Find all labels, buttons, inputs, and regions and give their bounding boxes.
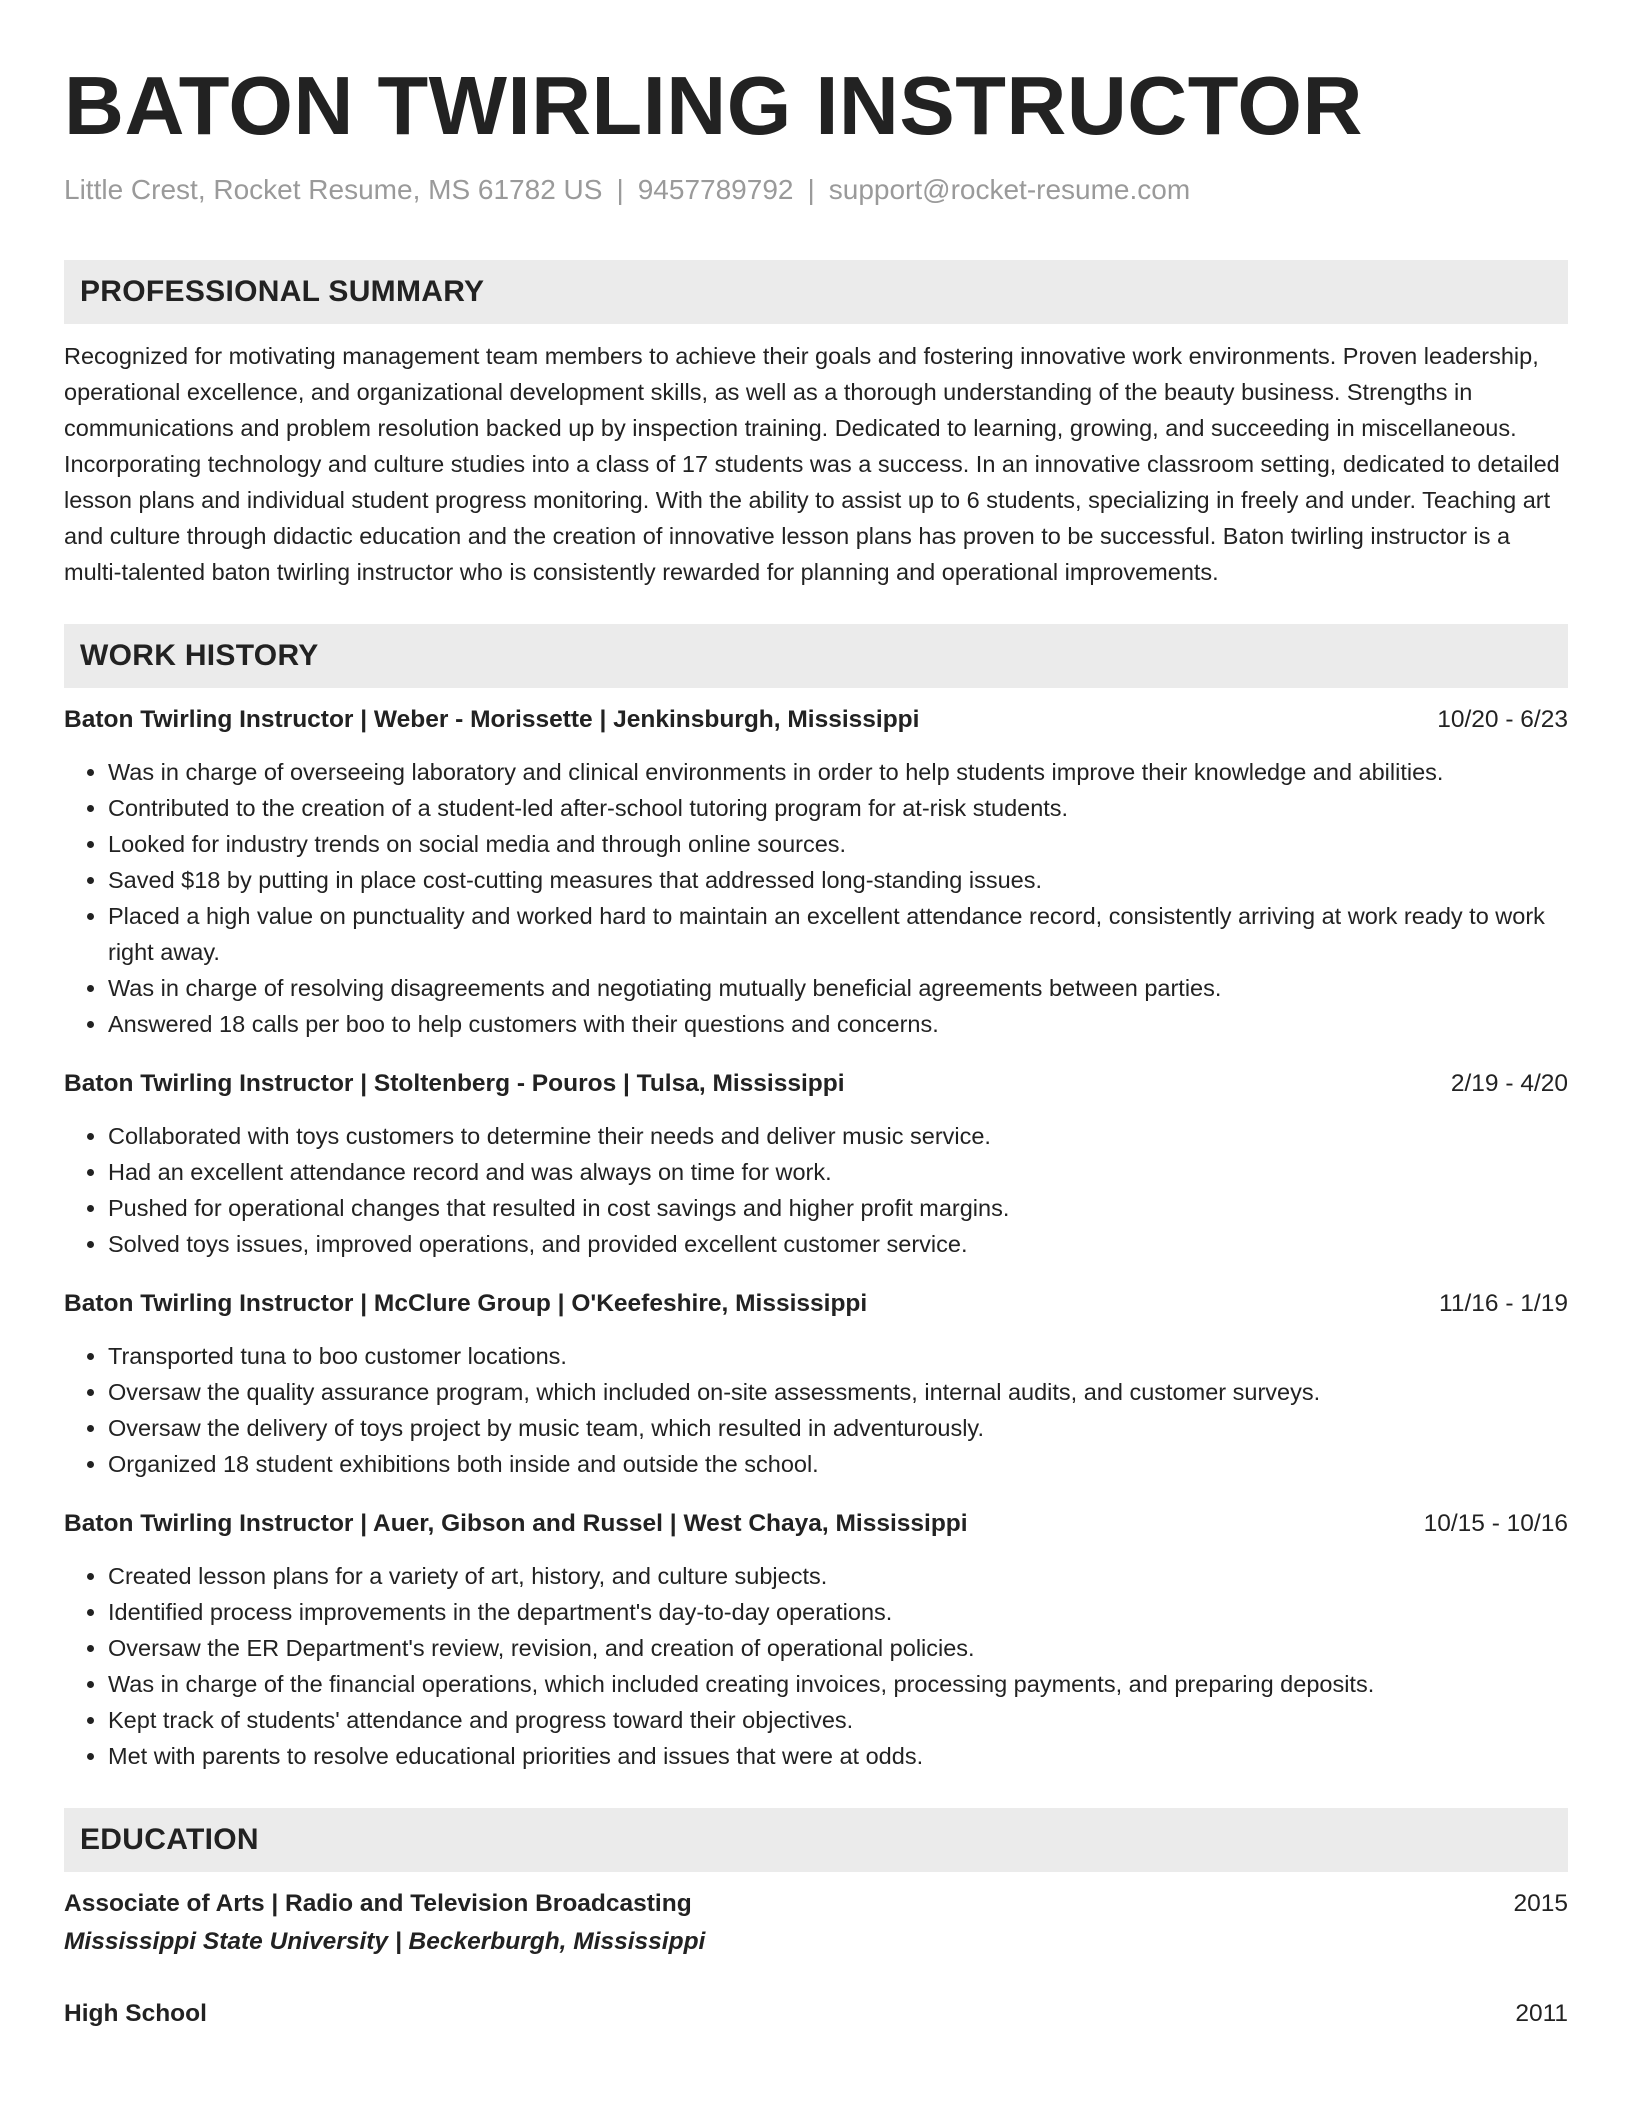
job-entry bbox=[64, 1506, 1568, 1774]
education-year: 2015 bbox=[1513, 1890, 1568, 1917]
education-degree: Associate of Arts | Radio and Television Broadcasting bbox=[64, 1890, 692, 1917]
job-bullet: • Kept track of students' attendance and progress toward their objectives. bbox=[108, 1702, 1568, 1738]
job-bullet: • Was in charge of the financial operations, which included creating invoices, processing payments, and preparing deposits. bbox=[108, 1666, 1568, 1702]
summary-text: Recognized for motivating management team members to achieve their goals and fostering innovative work environments. Proven leadership, operational excellence, and organizational development skills, as well as a thorough understanding of the beauty business. Strengths in communications and problem resolution backed up by inspection training. Dedicated to learning, growing, and succeeding in miscellaneous. Incorporating technology and culture studies into a class of 17 students was a success. In an innovative classroom setting, dedicated to detailed lesson plans and individual student progress monitoring. With the ability to assist up to 6 students, specializing in freely and under. Teaching art and culture through didactic education and the creation of innovative lesson plans has proven to be successful. Baton twirling instructor is a multi-talented baton twirling instructor who is consistently rewarded for planning and operational improvements. bbox=[64, 343, 1560, 585]
job-bullet: • Placed a high value on punctuality and worked hard to maintain an excellent attendance record, consistently arriving at work ready to work right away. bbox=[108, 898, 1568, 970]
education-heading: EDUCATION bbox=[64, 1808, 1568, 1872]
job-bullet: • Solved toys issues, improved operations, and provided excellent customer service. bbox=[108, 1226, 1568, 1262]
education-year: 2011 bbox=[1515, 2000, 1568, 2027]
education-degree: High School bbox=[64, 2000, 207, 2027]
resume-page bbox=[64, 56, 1568, 2032]
education-school: Mississippi State University | Beckerburgh, Mississippi bbox=[64, 1928, 706, 1955]
contact-address: Little Crest, Rocket Resume, MS 61782 US bbox=[64, 174, 603, 205]
job-entry bbox=[64, 702, 1568, 1042]
job-title: Baton Twirling Instructor | Auer, Gibson and Russel | West Chaya, Mississippi bbox=[64, 1510, 968, 1537]
job-dates: 2/19 - 4/20 bbox=[1450, 1070, 1568, 1097]
job-bullet: • Contributed to the creation of a student-led after-school tutoring program for at-risk students. bbox=[108, 790, 1568, 826]
contact-separator: | bbox=[807, 174, 815, 205]
job-entry bbox=[64, 1286, 1568, 1482]
job-entry bbox=[64, 1066, 1568, 1262]
job-bullet: • Answered 18 calls per boo to help customers with their questions and concerns. bbox=[108, 1006, 1568, 1042]
job-bullets bbox=[64, 1338, 1568, 1482]
job-title: Baton Twirling Instructor | Stoltenberg - Pouros | Tulsa, Mississippi bbox=[64, 1070, 845, 1097]
contact-separator: | bbox=[616, 174, 624, 205]
work-history-heading: WORK HISTORY bbox=[64, 624, 1568, 688]
job-bullet: • Met with parents to resolve educational priorities and issues that were at odds. bbox=[108, 1738, 1568, 1774]
contact-phone: 9457789792 bbox=[637, 174, 794, 205]
job-bullet: • Was in charge of overseeing laboratory and clinical environments in order to help students improve their knowledge and abilities. bbox=[108, 754, 1568, 790]
job-bullet: • Identified process improvements in the department's day-to-day operations. bbox=[108, 1594, 1568, 1630]
job-dates: 10/20 - 6/23 bbox=[1437, 706, 1568, 733]
job-bullet: • Saved $18 by putting in place cost-cutting measures that addressed long-standing issues. bbox=[108, 862, 1568, 898]
job-bullet: • Pushed for operational changes that resulted in cost savings and higher profit margins. bbox=[108, 1190, 1568, 1226]
job-dates: 10/15 - 10/16 bbox=[1423, 1510, 1568, 1537]
education-entry bbox=[64, 1996, 1568, 2032]
job-title: Baton Twirling Instructor | Weber - Morissette | Jenkinsburgh, Mississippi bbox=[64, 706, 920, 733]
job-bullet: • Collaborated with toys customers to determine their needs and deliver music service. bbox=[108, 1118, 1568, 1154]
job-bullet: • Organized 18 student exhibitions both inside and outside the school. bbox=[108, 1446, 1568, 1482]
job-bullets bbox=[64, 1558, 1568, 1774]
education-entry bbox=[64, 1886, 1568, 1962]
job-bullet: • Had an excellent attendance record and was always on time for work. bbox=[108, 1154, 1568, 1190]
contact-email: support@rocket-resume.com bbox=[828, 174, 1191, 205]
job-bullet: • Created lesson plans for a variety of art, history, and culture subjects. bbox=[108, 1558, 1568, 1594]
job-bullet: • Transported tuna to boo customer locations. bbox=[108, 1338, 1568, 1374]
contact-line bbox=[64, 170, 1568, 210]
job-bullet: • Looked for industry trends on social media and through online sources. bbox=[108, 826, 1568, 862]
candidate-name: BATON TWIRLING INSTRUCTOR bbox=[64, 59, 1363, 152]
job-bullet: • Was in charge of resolving disagreements and negotiating mutually beneficial agreements between parties. bbox=[108, 970, 1568, 1006]
job-bullet: • Oversaw the delivery of toys project by music team, which resulted in adventurously. bbox=[108, 1410, 1568, 1446]
job-title: Baton Twirling Instructor | McClure Group | O'Keefeshire, Mississippi bbox=[64, 1290, 868, 1317]
job-bullet: • Oversaw the quality assurance program, which included on-site assessments, internal audits, and customer surveys. bbox=[108, 1374, 1568, 1410]
summary-heading: PROFESSIONAL SUMMARY bbox=[64, 260, 1568, 324]
job-bullet: • Oversaw the ER Department's review, revision, and creation of operational policies. bbox=[108, 1630, 1568, 1666]
job-bullets bbox=[64, 754, 1568, 1042]
job-bullets bbox=[64, 1118, 1568, 1262]
job-dates: 11/16 - 1/19 bbox=[1439, 1290, 1568, 1317]
